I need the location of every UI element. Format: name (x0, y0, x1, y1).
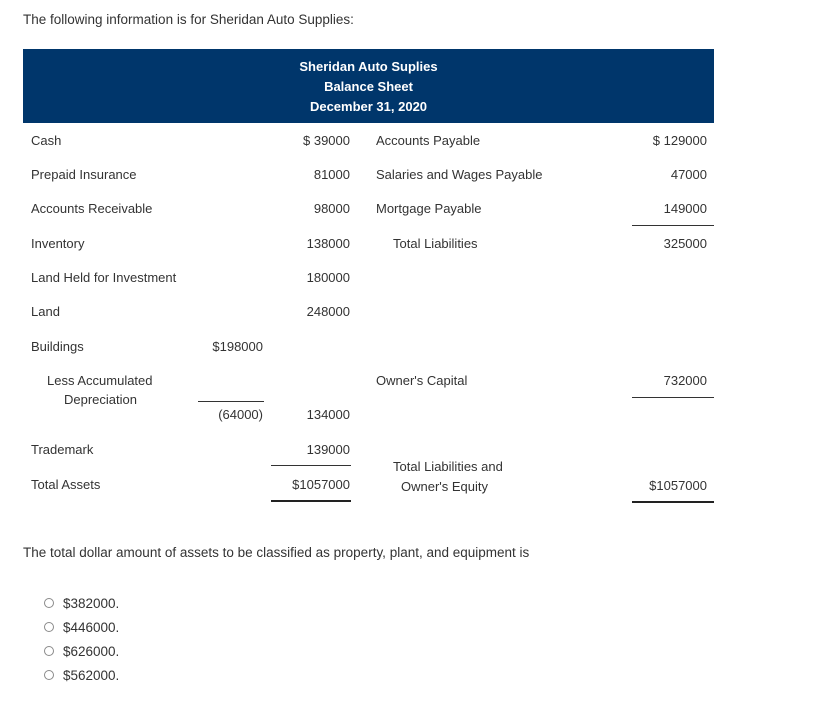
accumulated-depreciation-rule (198, 401, 264, 402)
statement-title: Balance Sheet (324, 79, 413, 94)
total-assets-double-rule (271, 500, 351, 502)
radio-button-icon[interactable] (44, 646, 54, 656)
intro-text: The following information is for Sheridan Auto Supplies: (23, 12, 354, 27)
trademark-label: Trademark (31, 442, 94, 457)
total-liabilities-equity-double-rule (632, 501, 714, 503)
land-value: 248000 (306, 304, 350, 319)
answer-option-4[interactable] (44, 666, 119, 684)
owners-capital-label: Owner's Capital (376, 373, 468, 388)
buildings-label: Buildings (31, 339, 84, 354)
answer-option-label: $562000. (63, 667, 120, 683)
statement-date: December 31, 2020 (309, 99, 428, 114)
less-accumulated-label: Less Accumulated (47, 373, 153, 388)
radio-button-icon[interactable] (44, 622, 54, 632)
mortgage-payable-value: 149000 (663, 201, 707, 216)
total-liabilities-equity-value: $1057000 (649, 478, 707, 493)
accumulated-depreciation-value: (64000) (218, 407, 263, 422)
liabilities-subtotal-rule (632, 225, 714, 226)
radio-button-icon[interactable] (44, 598, 54, 608)
total-liabilities-value: 325000 (663, 236, 707, 251)
accounts-payable-label: Accounts Payable (376, 133, 481, 148)
cash-value: $ 39000 (303, 133, 350, 148)
owners-capital-value: 732000 (663, 373, 707, 388)
total-liabilities-equity-label-line1: Total Liabilities and (393, 459, 503, 474)
buildings-value: $198000 (212, 339, 263, 354)
land-held-for-investment-value: 180000 (306, 270, 350, 285)
question-text: The total dollar amount of assets to be classified as property, plant, and equipment is (23, 545, 530, 560)
total-assets-value: $1057000 (292, 477, 350, 492)
trademark-value: 139000 (306, 442, 350, 457)
inventory-value: 138000 (306, 236, 350, 251)
balance-sheet-header (23, 49, 714, 123)
cash-label: Cash (31, 133, 62, 148)
answer-option-label: $626000. (63, 643, 120, 659)
land-held-for-investment-label: Land Held for Investment (31, 270, 177, 285)
equity-subtotal-rule (632, 397, 714, 398)
answer-option-label: $382000. (63, 595, 120, 611)
prepaid-insurance-label: Prepaid Insurance (31, 167, 137, 182)
assets-subtotal-rule (271, 465, 351, 466)
land-label: Land (31, 304, 60, 319)
answer-option-3[interactable] (44, 642, 119, 660)
inventory-label: Inventory (31, 236, 85, 251)
radio-button-icon[interactable] (44, 670, 54, 680)
accounts-payable-value: $ 129000 (652, 133, 707, 148)
total-assets-label: Total Assets (31, 477, 101, 492)
total-liabilities-equity-label-line2: Owner's Equity (401, 479, 489, 494)
salaries-wages-payable-label: Salaries and Wages Payable (376, 167, 543, 182)
accounts-receivable-value: 98000 (313, 201, 350, 216)
answer-option-2[interactable] (44, 618, 119, 636)
total-liabilities-label: Total Liabilities (393, 236, 478, 251)
salaries-wages-payable-value: 47000 (670, 167, 707, 182)
accounts-receivable-label: Accounts Receivable (31, 201, 153, 216)
prepaid-insurance-value: 81000 (313, 167, 350, 182)
net-buildings-value: 134000 (306, 407, 350, 422)
answer-option-label: $446000. (63, 619, 120, 635)
answer-option-1[interactable] (44, 594, 119, 612)
depreciation-label: Depreciation (64, 392, 137, 407)
company-name: Sheridan Auto Suplies (299, 59, 438, 74)
mortgage-payable-label: Mortgage Payable (376, 201, 482, 216)
